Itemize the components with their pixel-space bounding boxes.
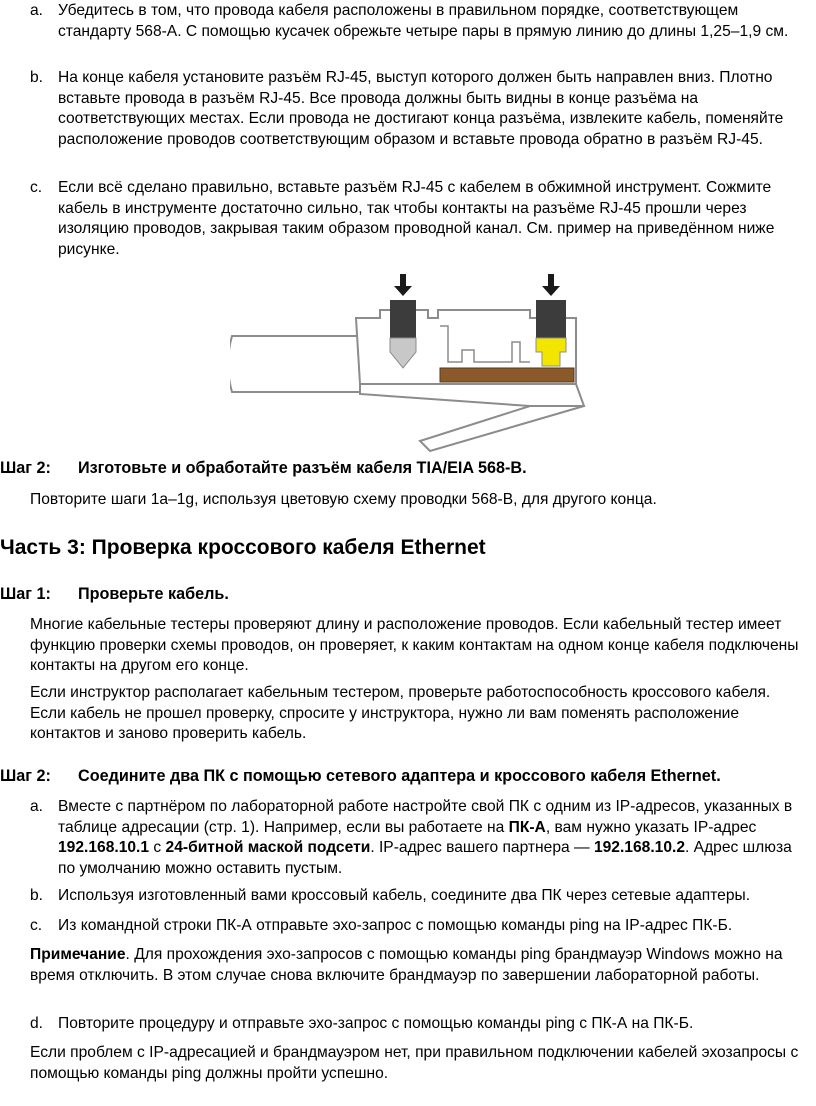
item-label: c. [30,179,43,196]
list-item-c [30,178,805,260]
part3-title: Часть 3: Проверка кроссового кабеля Ethernet [0,536,486,559]
item-label: a. [30,798,44,815]
arrow-down-icon [394,274,412,296]
item-label: b. [30,69,44,86]
cable-jacket [230,336,360,392]
item-label: c. [30,917,43,934]
step-number: Шаг 2: [0,459,51,477]
item-label: a. [30,2,44,19]
note-label: Примечание [30,946,126,963]
note-paragraph: Примечание. Для прохождения эхо-запросов с помощью команды ping брандмауэр Windows можно на время отключить. В этом случае снова включите брандмауэр по завершении лабораторной работы. [30,946,783,984]
part3-step1-p2: Если инструктор располагает кабельным тестером, проверьте работоспособность кроссового кабеля. Если кабель не прошел проверку, спросите у инструктора, нужно ли вам поменять расположение контактов и заново проверить кабель. [30,684,771,743]
ip-address-2: 192.168.10.2 [593,839,686,857]
step-title: Изготовьте и обработайте разъём кабеля TIA/EIA 568-B. [78,459,527,477]
list-item-d [30,1014,805,1035]
latch-clip [420,406,584,451]
part3-step1-heading [0,584,229,605]
rj45-crimp-figure [230,266,590,456]
pc-name: ПК-А [508,818,546,836]
step-title: Соедините два ПК с помощью сетевого адаптера и кроссового кабеля Ethernet. [78,767,721,785]
left-blade [390,300,416,338]
item-text: Повторите процедуру и отправьте эхо-запрос с помощью команды ping с ПК-А на ПК-Б. [58,1015,694,1032]
list-item-c [30,916,805,937]
part3-step1-p1: Многие кабельные тестеры проверяют длину и расположение проводов. Если кабельный тестер имеет функцию проверки схемы проводов, он проверяет, к каким контактам на одном конце кабеля подключены контакты на другом его конце. [30,616,799,675]
item-text: Убедитесь в том, что провода кабеля расположены в правильном порядке, соответствующем стандарту 568-А. С помощью кусачек обрежьте четыре пары в прямую линию до длины 1,25–1,9 см. [58,2,789,40]
item-text: Вместе с партнёром по лабораторной работе настройте свой ПК с одним из IP-адресов, указанных в таблице адресации (стр. 1). Например, если вы работаете на ПК-А, вам нужно указать IP-адрес 192.168.10.1 с 24-битной маской подсети. IP-адрес вашего партнера — 192.168.10.2. Адрес шлюза по умолчанию можно оставить пустым. [58,798,793,877]
connector-bottom [360,384,584,406]
step-number: Шаг 1: [0,585,51,603]
list-item-a [30,1,805,42]
step-title: Проверьте кабель. [78,585,229,603]
right-blade [536,300,566,338]
item-text: На конце кабеля установите разъём RJ-45, выступ которого должен быть направлен вниз. Плотно вставьте провода в разъём RJ-45. Все провода должны быть видны в конце разъёма на соответствующих местах. Если провода не достигают конца разъёма, извлеките кабель, поменяйте расположение проводов соответствующим образом и вставьте провода обратно в разъём RJ-45. [58,69,784,148]
arrow-down-icon [542,274,560,296]
step2-heading [0,458,527,479]
final-paragraph: Если проблем с IP-адресацией и брандмауэром нет, при правильном подключении кабелей эхозапросы с помощью команды ping должны пройти успешно. [30,1044,799,1082]
step2-text: Повторите шаги 1a–1g, используя цветовую схему проводки 568-B, для другого конца. [30,491,657,508]
list-item-a [30,797,805,879]
part3-step2-heading [0,766,721,787]
list-item-b [30,68,805,150]
wire-brown [440,368,574,382]
item-label: d. [30,1015,44,1032]
step-number: Шаг 2: [0,767,51,785]
list-item-b [30,886,805,907]
item-text: Из командной строки ПК-А отправьте эхо-запрос с помощью команды ping на IP-адрес ПК-Б. [58,917,733,934]
ip-address-1: 192.168.10.1 [58,839,150,857]
subnet-mask: 24-битной маской подсети [165,839,371,857]
item-text: Если всё сделано правильно, вставьте разъём RJ-45 с кабелем в обжимной инструмент. Сожмите кабель в инструменте достаточно сильно, так чтобы контакты на разъёме RJ-45 прошли через изоляцию проводов, закрывая таким образом проводной канал. См. пример на приведённом ниже рисунке. [58,179,775,258]
item-label: b. [30,887,44,904]
item-text: Используя изготовленный вами кроссовый кабель, соедините два ПК через сетевые адаптеры. [58,887,751,904]
